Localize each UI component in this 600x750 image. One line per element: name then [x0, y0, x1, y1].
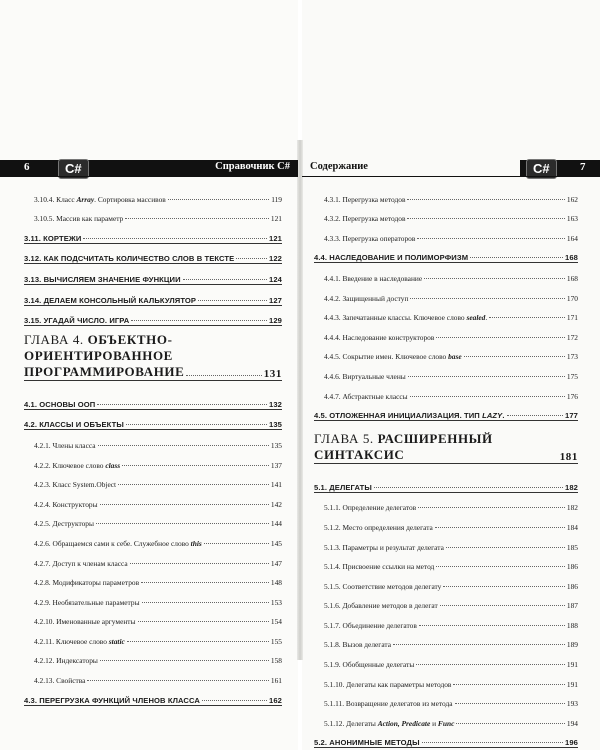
toc-page-number: 145 [270, 538, 282, 548]
toc-subsection[interactable] [24, 528, 282, 548]
toc-subsection[interactable] [314, 649, 578, 669]
toc-subsection[interactable] [24, 626, 282, 646]
dot-leader [470, 257, 563, 258]
toc-entry-title: 4.2.11. Ключевое слово static [34, 636, 125, 646]
toc-entry-title: 3.15. УГАДАЙ ЧИСЛО. ИГРА [24, 316, 130, 326]
toc-page-number: 182 [565, 482, 578, 492]
toc-subsection[interactable] [24, 430, 282, 450]
toc-page-number: 175 [566, 371, 578, 381]
toc-entry-title: 4.3. ПЕРЕГРУЗКА ФУНКЦИЙ ЧЛЕНОВ КЛАССА [24, 695, 200, 705]
toc-page-number: 127 [269, 295, 282, 305]
toc-entry-title: 4.2.7. Доступ к членам класса [34, 558, 128, 568]
dot-leader [131, 320, 267, 321]
toc-section[interactable] [24, 410, 282, 431]
toc-entry-title: 5.2. АНОНИМНЫЕ МЕТОДЫ [314, 738, 420, 748]
toc-entry-title: 4.4.3. Запечатанные классы. Ключевое слово sealed. [324, 313, 488, 323]
dot-leader [422, 742, 563, 743]
left-toc [24, 184, 282, 706]
toc-page-number: 184 [566, 522, 578, 532]
dot-leader [407, 218, 564, 219]
toc-page-number: 147 [270, 558, 282, 568]
dot-leader [455, 703, 565, 704]
dot-leader [97, 404, 267, 405]
toc-page-number: 163 [566, 214, 578, 224]
toc-page-number: 137 [270, 460, 282, 470]
dot-leader [168, 199, 269, 200]
left-running-title: Справочник C# [215, 161, 290, 172]
toc-subsection[interactable] [314, 669, 578, 689]
toc-subsection[interactable] [314, 689, 578, 709]
toc-subsection[interactable] [314, 223, 578, 243]
toc-page-number: 188 [566, 620, 578, 630]
keyword: Array [76, 194, 95, 204]
toc-subsection[interactable] [24, 568, 282, 588]
toc-page-number: 173 [566, 352, 578, 362]
toc-page-number: 177 [565, 411, 578, 421]
toc-subsection[interactable] [314, 303, 578, 323]
csharp-logo-icon: C# [58, 159, 89, 179]
toc-entry-title: 5.1.8. Вызов делегата [324, 640, 392, 650]
dot-leader [440, 605, 565, 606]
toc-section[interactable] [24, 223, 282, 244]
dot-leader [127, 641, 269, 642]
toc-subsection[interactable] [314, 263, 578, 283]
toc-page-number: 142 [270, 499, 282, 509]
toc-subsection[interactable] [314, 630, 578, 650]
toc-page-number: 135 [269, 420, 282, 430]
toc-page-number: 121 [269, 233, 282, 243]
toc-page-number: 154 [270, 617, 282, 627]
toc-page-number: 185 [566, 542, 578, 552]
toc-entry-title: 4.2. КЛАССЫ И ОБЪЕКТЫ [24, 420, 124, 430]
dot-leader [407, 199, 564, 200]
toc-page-number: 176 [566, 391, 578, 401]
toc-entry-title: 5.1.10. Делегаты как параметры методов [324, 679, 452, 689]
toc-entry-title: 4.2.1. Члены класса [34, 440, 96, 450]
toc-page-number: 121 [270, 214, 282, 224]
toc-page-number: 186 [566, 562, 578, 572]
toc-entry-title: 4.4.2. Защищенный доступ [324, 293, 409, 303]
toc-page-number: 162 [269, 695, 282, 705]
toc-subsection[interactable] [314, 532, 578, 552]
dot-leader [138, 621, 269, 622]
book-gutter [297, 140, 303, 660]
chapter-page: 131 [263, 368, 282, 381]
toc-section[interactable] [24, 306, 282, 327]
dot-leader [393, 644, 565, 645]
toc-entry-title: 4.3.1. Перегрузка методов [324, 194, 406, 204]
dot-leader [456, 723, 565, 724]
toc-section[interactable] [24, 244, 282, 265]
dot-leader [417, 238, 565, 239]
right-toc [314, 184, 578, 748]
toc-section[interactable] [24, 389, 282, 410]
dot-leader [96, 523, 269, 524]
dot-leader [100, 504, 269, 505]
dot-leader [435, 527, 565, 528]
dot-leader [98, 445, 269, 446]
toc-entry-title: 4.2.4. Конструкторы [34, 499, 98, 509]
keyword: this [190, 538, 202, 548]
chapter-prefix: ГЛАВА 4. [24, 332, 88, 348]
toc-subsection[interactable] [314, 708, 578, 728]
toc-entry-title: 4.2.8. Модификаторы параметров [34, 578, 140, 588]
toc-entry-title: 5.1.12. Делегаты Action, Predicate и Func [324, 718, 455, 728]
dot-leader [464, 356, 565, 357]
toc-subsection[interactable] [24, 450, 282, 470]
toc-page-number: 155 [270, 636, 282, 646]
toc-page-number: 187 [566, 601, 578, 611]
keyword: sealed [466, 313, 486, 323]
toc-entry-title: 4.4.7. Абстрактные классы [324, 391, 408, 401]
toc-page-number: 189 [566, 640, 578, 650]
toc-subsection[interactable] [24, 184, 282, 204]
dot-leader [83, 238, 267, 239]
toc-page-number: 196 [565, 738, 578, 748]
toc-page-number: 191 [566, 679, 578, 689]
toc-page-number: 119 [271, 194, 282, 204]
toc-page-number: 129 [269, 316, 282, 326]
toc-subsection[interactable] [314, 591, 578, 611]
toc-section[interactable] [314, 472, 578, 493]
toc-entry-title: 4.2.6. Обращаемся сами к себе. Служебное слово this [34, 538, 202, 548]
toc-subsection[interactable] [314, 322, 578, 342]
chapter-prefix: ГЛАВА 5. [314, 431, 378, 447]
dot-leader [204, 543, 269, 544]
toc-page-number: 168 [565, 253, 578, 263]
dot-leader [453, 684, 564, 685]
dot-leader [418, 507, 565, 508]
dot-leader [236, 258, 267, 259]
dot-leader [100, 660, 269, 661]
toc-subsection[interactable] [24, 665, 282, 685]
dot-leader [436, 337, 565, 338]
dot-leader [424, 278, 565, 279]
toc-entry-title: 4.2.3. Класс System.Object [34, 480, 117, 490]
toc-section[interactable] [24, 285, 282, 306]
toc-subsection[interactable] [314, 571, 578, 591]
chapter-heading[interactable] [24, 332, 282, 381]
toc-entry-title: 4.4. НАСЛЕДОВАНИЕ И ПОЛИМОРФИЗМ [314, 253, 469, 263]
chapter-title-line2: ПРОГРАММИРОВАНИЕ [24, 364, 185, 380]
chapter-page: 181 [559, 451, 578, 464]
dot-leader [87, 680, 269, 681]
right-page-number: 7 [580, 161, 586, 173]
dot-leader [118, 484, 269, 485]
toc-entry-title: 5.1.4. Присвоение ссылки на метод [324, 562, 435, 572]
toc-entry-title: 3.12. КАК ПОДСЧИТАТЬ КОЛИЧЕСТВО СЛОВ В ТЕКСТЕ [24, 254, 235, 264]
dot-leader [125, 218, 269, 219]
dot-leader [416, 664, 565, 665]
toc-subsection[interactable] [24, 587, 282, 607]
toc-subsection[interactable] [24, 548, 282, 568]
dot-leader [198, 300, 267, 301]
toc-subsection[interactable] [314, 361, 578, 381]
toc-page-number: 172 [566, 332, 578, 342]
toc-entry-title: 4.5. ОТЛОЖЕННАЯ ИНИЦИАЛИЗАЦИЯ. ТИП LAZY. [314, 411, 505, 421]
toc-section[interactable] [24, 685, 282, 706]
toc-entry-title: 4.2.10. Именованные аргументы [34, 617, 136, 627]
right-header-block [520, 160, 600, 176]
toc-subsection[interactable] [314, 342, 578, 362]
dot-leader [122, 465, 269, 466]
dot-leader [130, 563, 269, 564]
dot-leader [410, 298, 564, 299]
toc-page-number: 194 [566, 718, 578, 728]
toc-entry-title: 5.1.9. Обобщенные делегаты [324, 660, 415, 670]
toc-entry-title: 3.10.4. Класс Array. Сортировка массивов [34, 194, 166, 204]
toc-entry-title: 4.1. ОСНОВЫ ООП [24, 399, 96, 409]
toc-entry-title: 5.1.1. Определение делегатов [324, 503, 417, 513]
toc-entry-title: 4.2.13. Свойства [34, 676, 86, 686]
toc-page-number: 122 [269, 254, 282, 264]
toc-page-number: 164 [566, 233, 578, 243]
chapter-heading[interactable] [314, 431, 578, 464]
toc-section[interactable] [314, 243, 578, 264]
toc-subsection[interactable] [314, 204, 578, 224]
toc-page-number: 124 [269, 274, 282, 284]
keyword: LAZY [482, 411, 503, 421]
right-page-header [302, 160, 600, 176]
toc-page-number: 132 [269, 399, 282, 409]
toc-page-number: 161 [270, 676, 282, 686]
keyword: static [108, 636, 125, 646]
toc-entry-title: 4.2.5. Деструкторы [34, 519, 94, 529]
left-page-number: 6 [24, 161, 30, 173]
dot-leader [202, 700, 267, 701]
toc-subsection[interactable] [314, 552, 578, 572]
toc-entry-title: 3.14. ДЕЛАЕМ КОНСОЛЬНЫЙ КАЛЬКУЛЯТОР [24, 295, 197, 305]
dot-leader [183, 279, 267, 280]
dot-leader [443, 586, 565, 587]
toc-entry-title: 4.2.2. Ключевое слово class [34, 460, 121, 470]
keyword: base [448, 352, 462, 362]
toc-subsection[interactable] [314, 381, 578, 401]
toc-entry-title: 3.10.5. Массив как параметр [34, 214, 124, 224]
chapter-title-line1: ОБЪЕКТНО-ОРИЕНТИРОВАННОЕ [24, 332, 173, 364]
left-header-rule [0, 176, 298, 177]
dot-leader [408, 376, 565, 377]
toc-page-number: 170 [566, 293, 578, 303]
csharp-logo-icon: C# [526, 159, 557, 179]
keyword: class [105, 460, 121, 470]
toc-section[interactable] [314, 401, 578, 422]
toc-page-number: 182 [566, 503, 578, 513]
toc-entry-title: 4.4.4. Наследование конструкторов [324, 332, 435, 342]
toc-section[interactable] [24, 264, 282, 285]
toc-subsection[interactable] [314, 184, 578, 204]
toc-entry-title: 4.2.12. Индексаторы [34, 656, 98, 666]
dot-leader [436, 566, 565, 567]
toc-page-number: 141 [270, 480, 282, 490]
toc-entry-title: 5.1.2. Место определения делегата [324, 522, 433, 532]
toc-entry-title: 3.13. ВЫЧИСЛЯЕМ ЗНАЧЕНИЕ ФУНКЦИИ [24, 274, 181, 284]
toc-page-number: 186 [566, 581, 578, 591]
toc-entry-title: 4.3.2. Перегрузка методов [324, 214, 406, 224]
toc-page-number: 158 [270, 656, 282, 666]
toc-entry-title: 5.1.7. Объединение делегатов [324, 620, 417, 630]
dot-leader [126, 424, 267, 425]
toc-page-number: 168 [566, 273, 578, 283]
toc-subsection[interactable] [24, 607, 282, 627]
toc-subsection[interactable] [314, 512, 578, 532]
toc-entry-title: 5.1.3. Параметры и результат делегата [324, 542, 444, 552]
left-page-header [0, 160, 298, 176]
toc-subsection[interactable] [24, 646, 282, 666]
toc-page-number: 193 [566, 699, 578, 709]
toc-subsection[interactable] [24, 470, 282, 490]
toc-entry-title: 4.4.5. Сокрытие имен. Ключевое слово base [324, 352, 462, 362]
toc-subsection[interactable] [24, 204, 282, 224]
toc-page-number: 171 [566, 313, 578, 323]
keyword: Func [437, 718, 455, 728]
right-running-title: Содержание [310, 161, 368, 172]
toc-page-number: 144 [270, 519, 282, 529]
toc-entry-title: 4.3.3. Перегрузка операторов [324, 233, 416, 243]
toc-subsection[interactable] [314, 493, 578, 513]
toc-entry-title: 5.1.5. Соответствие методов делегату [324, 581, 442, 591]
toc-entry-title: 5.1.6. Добавление методов в делегат [324, 601, 438, 611]
keyword: Action, Predicate [377, 718, 431, 728]
dot-leader [142, 602, 269, 603]
dot-leader [446, 547, 565, 548]
toc-page-number: 191 [566, 660, 578, 670]
chapter-title-line1: РАСШИРЕННЫЙ СИНТАКСИС [314, 431, 493, 463]
toc-subsection[interactable] [314, 283, 578, 303]
toc-subsection[interactable] [314, 610, 578, 630]
toc-page-number: 148 [270, 578, 282, 588]
dot-leader [410, 396, 565, 397]
dot-leader [374, 487, 563, 488]
toc-entry-title: 5.1.11. Возвращение делегатов из метода [324, 699, 453, 709]
toc-entry-title: 4.4.6. Виртуальные члены [324, 371, 406, 381]
right-header-rule [302, 176, 600, 177]
toc-subsection[interactable] [24, 509, 282, 529]
toc-page-number: 135 [270, 440, 282, 450]
dot-leader [489, 317, 565, 318]
toc-page-number: 162 [566, 194, 578, 204]
dot-leader [419, 625, 565, 626]
toc-subsection[interactable] [24, 489, 282, 509]
dot-leader [141, 582, 269, 583]
toc-entry-title: 4.4.1. Введение в наследование [324, 273, 423, 283]
toc-entry-title: 3.11. КОРТЕЖИ [24, 233, 82, 243]
toc-page-number: 153 [270, 597, 282, 607]
toc-entry-title: 5.1. ДЕЛЕГАТЫ [314, 482, 372, 492]
toc-section[interactable] [314, 728, 578, 749]
dot-leader [507, 415, 563, 416]
toc-entry-title: 4.2.9. Необязательные параметры [34, 597, 140, 607]
